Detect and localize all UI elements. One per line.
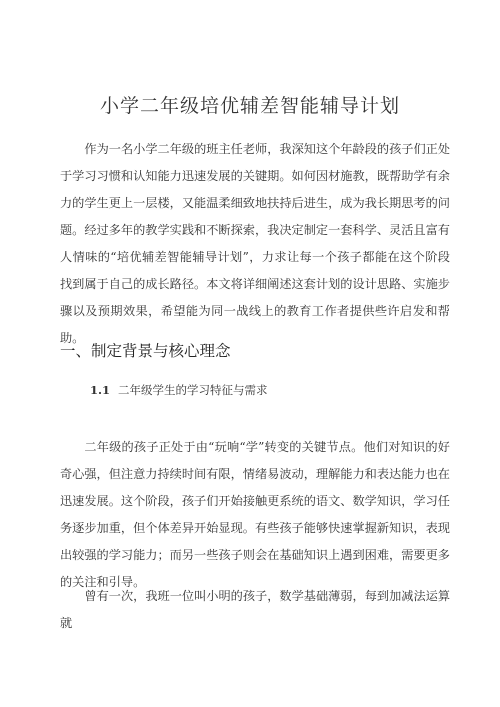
subsection-number: 1.1	[90, 383, 111, 397]
section-heading: 一、制定背景与核心理念	[60, 342, 231, 360]
document-title: 小学二年级培优辅差智能辅导计划	[99, 95, 400, 117]
body-paragraph: 曾有一次，我班一位叫小明的孩子，数学基础薄弱，每到加减法运算就	[60, 589, 451, 630]
subsection-heading	[90, 382, 268, 398]
body-paragraph: 二年级的孩子正处于由“玩响“学”转变的关键节点。他们对知识的好奇心强，但注意力持续时间有限，情绪易波动，理解能力和表达能力也在迅速发展。这个阶段，孩子们开始接触更系统的语文、数学知识，学习任务逐步加重，但个体差异开始显现。有些孩子能够快速掌握新知识，表现出较强的学习能力；而另一些孩子则会在基础知识上遇到困难，需要更多的关注和引导。	[60, 440, 450, 589]
subsection-title: 二年级学生的学习特征与需求	[118, 383, 268, 397]
intro-paragraph: 作为一名小学二年级的班主任老师，我深知这个年龄段的孩子们正处于学习习惯和认知能力迅速发展的关键期。如何因材施教，既帮助学有余力的学生更上一层楼，又能温柔细致地扶持后进生，成为我长期思考的问题。经过多年的教学实践和不断探索，我决定制定一套科学、灵活且富有人情味的“培优辅差智能辅导计划”，力求让每一个孩子都能在这个阶段找到属于自己的成长路径。本文将详细阐述这套计划的设计思路、实施步骤以及预期效果，希望能为同一战线上的教育工作者提供些许启发和帮助。	[60, 142, 451, 345]
